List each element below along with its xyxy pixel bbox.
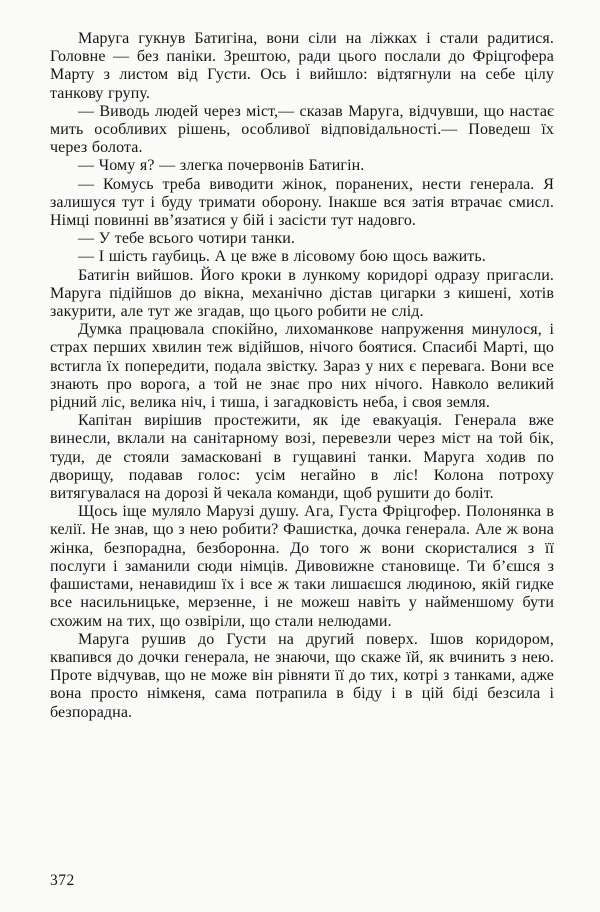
paragraph: — У тебе всього чотири танки. [78, 230, 296, 248]
paragraph: Щось іще муляло Марузі душу. Ага, Густа Фріцгофер. Полонянка в келії. Не знав, що з нею робити? Фашистка, дочка генерала. Але ж вона жінка, безпорадна, безборонна. До того ж вони скористалися з її послуги і заманили сюди німців. Дивовижне становище. Ти б’єшся з фашистами, ненавидиш їх і все ж таки лишаєшся людиною, якій гидке все насильницьке, мерзенне, і не можеш навіть у найменшому бути схожим на тих, що озвіріли, що стали нелюдами. [50, 503, 554, 630]
paragraph: — Виводь людей через міст,— сказав Маруга, відчувши, що настає мить особливих рішень, особливої відповідальності.— Поведеш їх через болота. [50, 102, 554, 157]
paragraph: — Чому я? — злегка почервонів Батигін. [78, 157, 365, 175]
paragraph: — Комусь треба виводити жінок, поранених, нести генерала. Я залишуся тут і буду тримати оборону. Інакше вся затія втрачає смисл. Німці повинні вв’язатися у бій і засісти тут надовго. [50, 175, 554, 230]
paragraph: — І шість гаубиць. А це вже в лісовому бою щось важить. [78, 248, 486, 266]
paragraph: Батигін вийшов. Його кроки в лункому коридорі одразу пригасли. Маруга підійшов до вікна, механічно дістав цигарки з кишені, хотів закурити, але тут же згадав, що цього робити не слід. [50, 266, 554, 321]
paragraph: Маруга рушив до Густи на другий поверх. Ішов коридором, квапився до дочки генерала, не знаючи, що скаже їй, як вчинить з нею. Проте відчував, що не може він рівняти її до тих, котрі з танками, адже вона просто німкеня, сама потрапила в біду і в цій біді безсила і безпорадна. [50, 630, 554, 721]
paragraph: Думка працювала спокійно, лихоманкове напруження минулося, і страх перших хвилин теж відійшов, нічого боятися. Спасибі Марті, що встигла їх попередити, подала звістку. Зараз у них є перевага. Вони все знають про ворога, а той не знає про них нічого. Навколо великий рідний ліс, велика ніч, і тиша, і загадковість неба, і своя земля. [50, 321, 554, 412]
paragraph: Маруга гукнув Батигіна, вони сіли на ліжках і стали радитися. Головне — без паніки. Зрештою, ради цього послали до Фріцгофера Марту з листом від Густи. Ось і вийшло: відтягнули на себе цілу танкову групу. [50, 30, 554, 102]
paragraph: Капітан вирішив простежити, як іде евакуація. Генерала вже винесли, вклали на санітарному возі, перевезли через міст на той бік, туди, де стояли замасковані в гущавині танки. Маруга ходив по дворищу, подавав голос: усім негайно в ліс! Колона потроху витягувалася на дорозі й чекала команди, щоб рушити до боліт. [50, 412, 554, 503]
page-number: 372 [50, 872, 75, 889]
page-text [50, 30, 554, 722]
